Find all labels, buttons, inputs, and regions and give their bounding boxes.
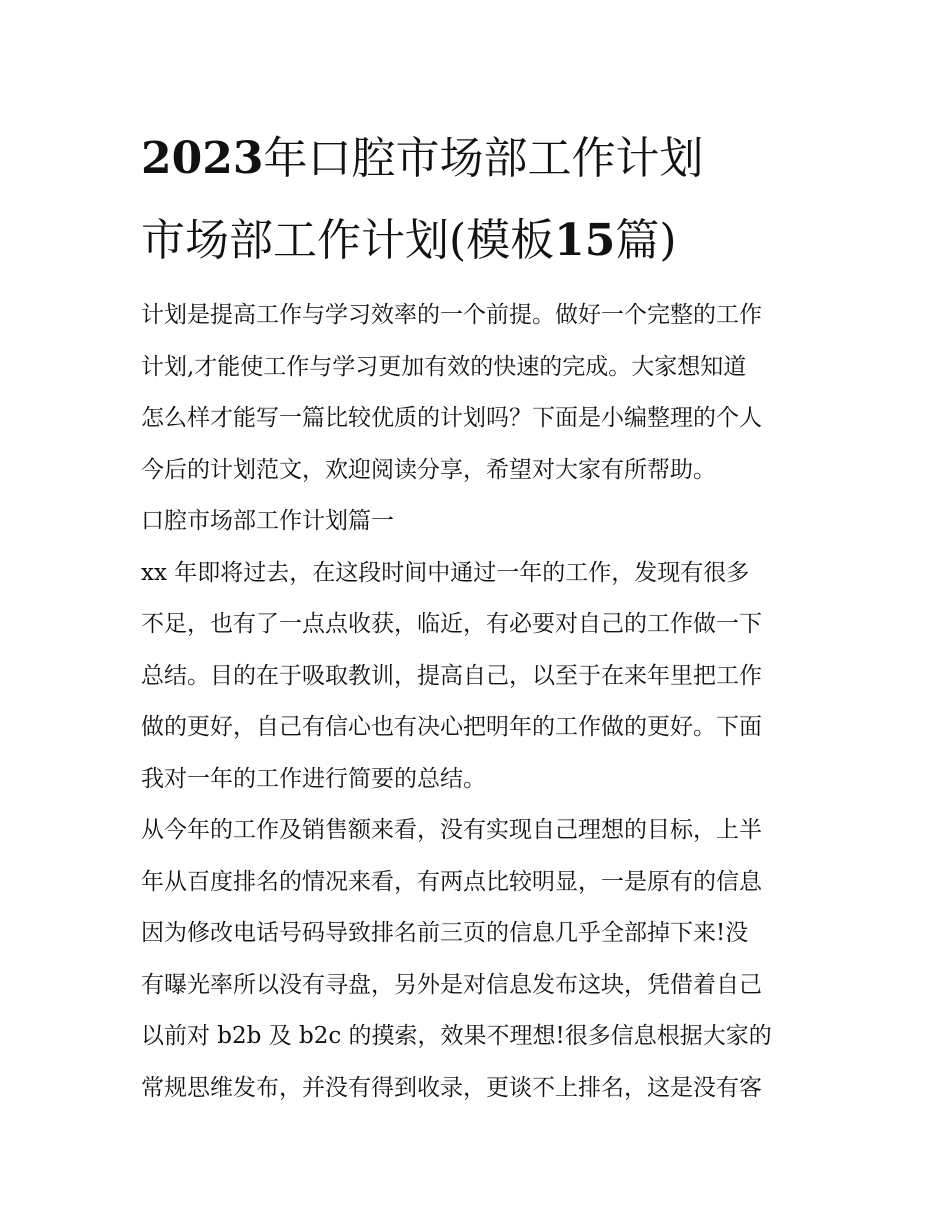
paragraph-line: 常规思维发布，并没有得到收录，更谈不上排名，这是没有客 bbox=[141, 1074, 762, 1101]
paragraph-line: xx 年即将过去，在这段时间中通过一年的工作，发现有很多 bbox=[141, 559, 750, 586]
title-line-1-text: 年口腔市场部工作计划 bbox=[263, 133, 704, 184]
paragraph-line: 有曝光率所以没有寻盘，另外是对信息发布这块，凭借着自己 bbox=[141, 971, 762, 998]
paragraph-line: 不足，也有了一点点收获，临近，有必要对自己的工作做一下 bbox=[141, 611, 762, 637]
section-heading: 口腔市场部工作计划篇一 bbox=[141, 508, 394, 534]
title-line-2-text: 市场部工作计划(模板 bbox=[141, 215, 555, 266]
intro-line: 怎么样才能写一篇比较优质的计划吗？下面是小编整理的个人 bbox=[141, 405, 762, 431]
paragraph-1 bbox=[141, 548, 817, 806]
title-count: 15 bbox=[554, 215, 616, 266]
paragraph-line: 做的更好，自己有信心也有决心把明年的工作做的更好。下面 bbox=[141, 714, 762, 740]
intro-line: 今后的计划范文，欢迎阅读分享，希望对大家有所帮助。 bbox=[141, 456, 716, 483]
paragraph-line: 以前对 b2b 及 b2c 的摸索，效果不理想!很多信息根据大家的 bbox=[141, 1023, 772, 1049]
document-title bbox=[141, 118, 817, 282]
paragraph-line: 我对一年的工作进行简要的总结。 bbox=[141, 765, 486, 792]
title-line-2 bbox=[141, 200, 817, 282]
paragraph-line: 因为修改电话号码导致排名前三页的信息几乎全部掉下来!没 bbox=[141, 920, 749, 946]
intro-paragraph bbox=[141, 290, 817, 496]
paragraph-line: 总结。目的在于吸取教训，提高自己，以至于在来年里把工作 bbox=[141, 662, 762, 689]
title-line-1 bbox=[141, 118, 817, 200]
paragraph-2 bbox=[141, 805, 817, 1114]
intro-line: 计划,才能使工作与学习更加有效的快速的完成。大家想知道 bbox=[141, 353, 747, 380]
title-line-2-end: 篇) bbox=[615, 215, 677, 266]
document-page bbox=[141, 118, 817, 1114]
intro-line: 计划是提高工作与学习效率的一个前提。做好一个完整的工作 bbox=[141, 302, 762, 328]
paragraph-line: 从今年的工作及销售额来看，没有实现自己理想的目标，上半 bbox=[141, 817, 762, 843]
paragraph-line: 年从百度排名的情况来看，有两点比较明显，一是原有的信息 bbox=[141, 868, 762, 895]
title-year: 2023 bbox=[141, 133, 264, 184]
